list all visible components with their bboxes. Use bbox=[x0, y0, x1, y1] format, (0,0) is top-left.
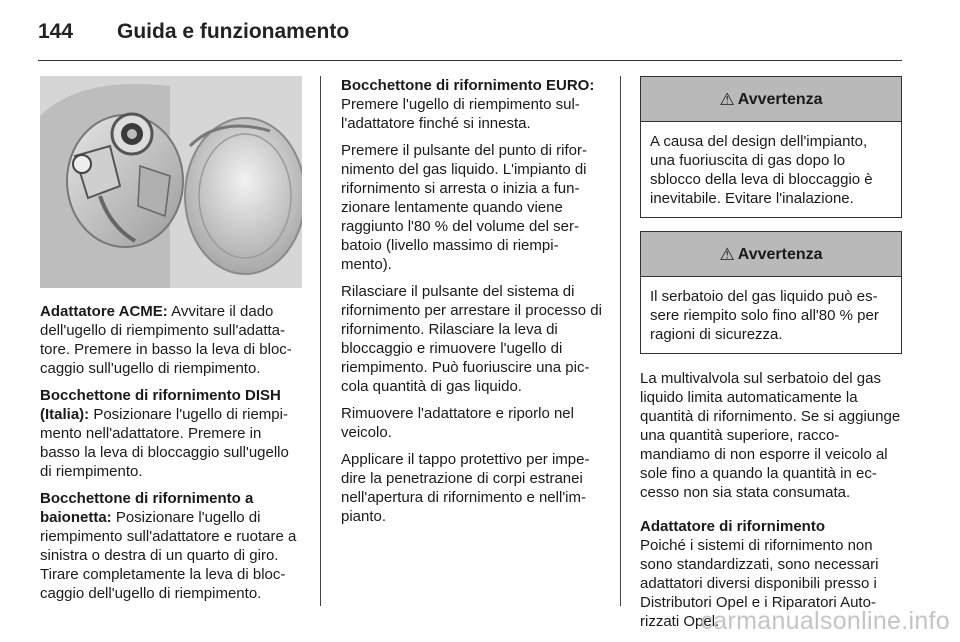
acme-label: Adattatore ACME: bbox=[40, 303, 168, 320]
paragraph-release-button: Rilasciare il pulsante del sistema di rifornimento per arrestare il processo di rifornimento. Rilasciare la leva di bloccaggio e rimuovere l'ugello di riempimento. Può fuoriuscire una piccola quantità di gas liquido. bbox=[341, 283, 602, 395]
column-left bbox=[40, 76, 302, 611]
fuel-filler-illustration bbox=[40, 76, 302, 288]
column-middle bbox=[341, 76, 603, 534]
dish-label: Bocchettone di rifornimento DISH (Italia): bbox=[40, 387, 281, 423]
paragraph-refuel-button: Premere il pulsante del punto di rifornimento del gas liquido. L'impianto di rifornimento si arresta o inizia a funzionare lentamente quando viene raggiunto l'80 % del volume del serbatoio (livello massimo di riempimento). bbox=[341, 142, 587, 273]
warning-header bbox=[641, 232, 901, 277]
adapter-heading: Adattatore di rifornimento bbox=[640, 518, 826, 535]
euro-label: Bocchettone di rifornimento EURO: bbox=[341, 77, 595, 94]
paragraph-remove-adapter: Rimuovere l'adattatore e riporlo nel veicolo. bbox=[341, 405, 574, 441]
adapter-text: Poiché i sistemi di rifornimento non sono standardizzati, sono necessari adattatori diversi disponibili presso i Distributori Opel e i Riparatori Autorizzati Opel. bbox=[640, 537, 879, 630]
column-divider bbox=[620, 76, 621, 606]
bayonet-label: Bocchettone di rifornimento a baionetta: bbox=[40, 490, 254, 526]
paragraph-bayonet bbox=[40, 489, 302, 603]
euro-text: Premere l'ugello di riempimento sull'adattatore finché si innesta. bbox=[341, 96, 580, 132]
warning-body: A causa del design dell'impianto, una fuoriuscita di gas dopo lo sblocco della leva di bloccaggio è inevitabile. Evitare l'inalazione. bbox=[650, 133, 873, 207]
paragraph-euro bbox=[341, 76, 603, 133]
warning-triangle-icon: ⚠ bbox=[719, 244, 735, 264]
warning-box bbox=[640, 231, 902, 354]
column-divider bbox=[320, 76, 321, 606]
page-header bbox=[38, 18, 902, 61]
paragraph-multivalve: La multivalvola sul serbatoio del gas liquido limita automaticamente la quantità di rifornimento. Se si aggiunge una quantità superiore, raccomandiamo di non esporre il veicolo al sole fino a quando la quantità in eccesso non sia stata consumata. bbox=[640, 370, 901, 501]
column-right bbox=[640, 76, 902, 639]
warning-title: Avvertenza bbox=[737, 90, 823, 108]
page-number: 144 bbox=[38, 20, 74, 43]
paragraph-protective-cap: Applicare il tappo protettivo per impedire la penetrazione di corpi estranei nell'apertura di rifornimento e nell'impianto. bbox=[341, 451, 590, 525]
warning-title: Avvertenza bbox=[737, 245, 823, 263]
paragraph-dish bbox=[40, 386, 302, 481]
dish-text: Posizionare l'ugello di riempimento nell'adattatore. Premere in basso la leva di bloccaggio sull'ugello di riempimento. bbox=[40, 406, 289, 480]
paragraph-acme bbox=[40, 302, 302, 378]
bayonet-text: Posizionare l'ugello di riempimento sull'adattatore e ruotare a sinistra o destra di un quarto di giro. Tirare completamente la leva di bloccaggio dell'ugello di riempimento. bbox=[40, 509, 297, 602]
acme-text: Avvitare il dado dell'ugello di riempimento sull'adattatore. Premere in basso la leva di bloccaggio sull'ugello di riempimento. bbox=[40, 303, 292, 377]
warning-triangle-icon: ⚠ bbox=[719, 89, 735, 109]
warning-header bbox=[641, 77, 901, 122]
page-title: Guida e funzionamento bbox=[117, 20, 350, 43]
warning-box bbox=[640, 76, 902, 218]
watermark: carmanualsonline.info bbox=[700, 607, 950, 635]
warning-body: Il serbatoio del gas liquido può essere riempito solo fino all'80 % per ragioni di sicurezza. bbox=[650, 288, 879, 343]
